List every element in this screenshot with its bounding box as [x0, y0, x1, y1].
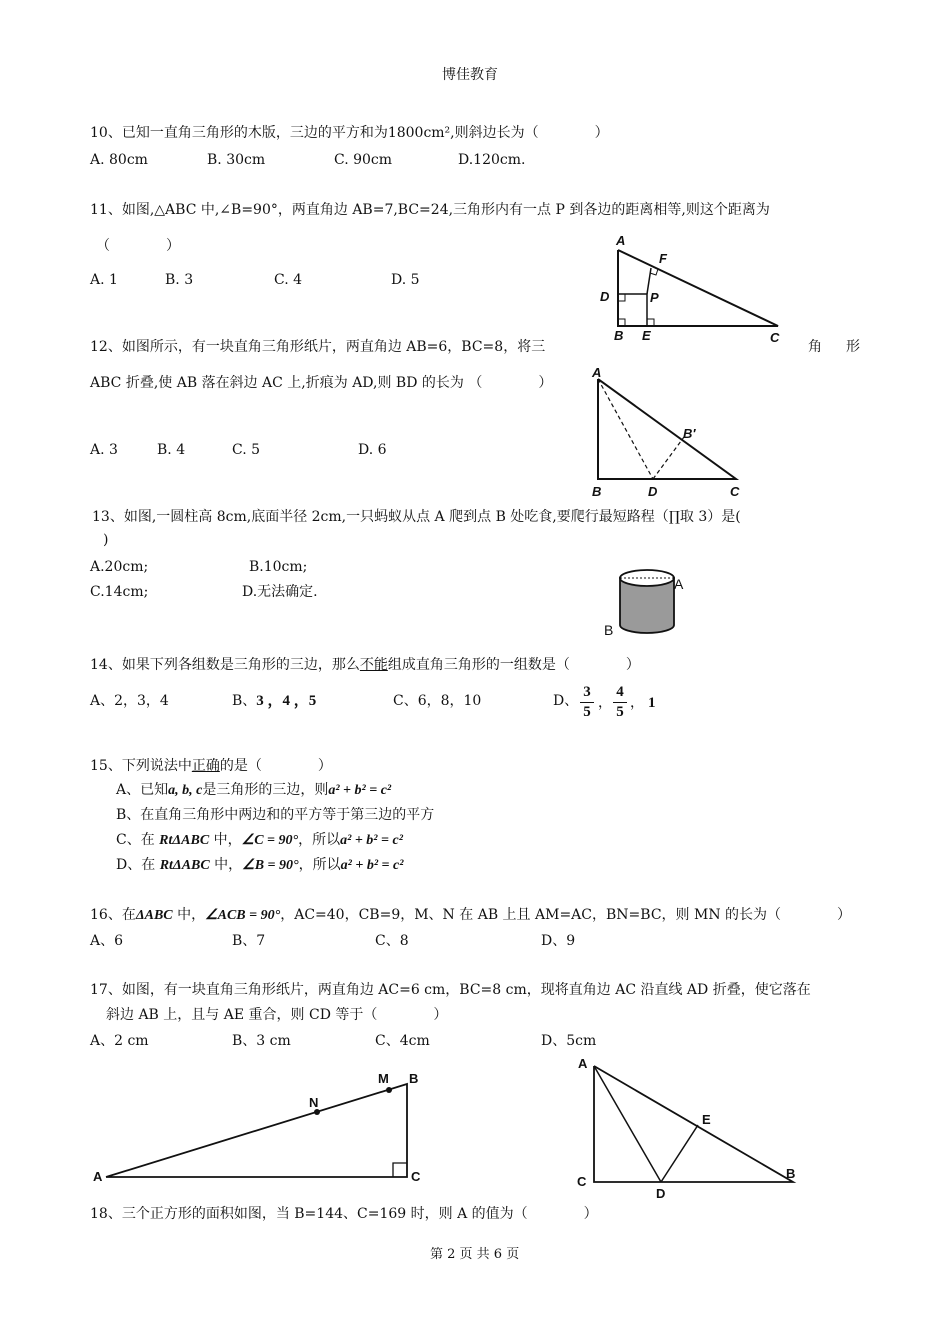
q14-option-d-prefix: D、 — [553, 693, 579, 709]
q17-figure — [572, 1052, 807, 1200]
q11-label-p: P — [650, 290, 659, 305]
q10-option-a: A. 80cm — [90, 152, 148, 168]
q16-option-b: B、7 — [232, 933, 266, 949]
q12-stem-line1: 12、如图所示，有一块直角三角形纸片，两直角边 AB=6，BC=8，将三 — [90, 339, 546, 355]
q18-stem: 18、三个正方形的面积如图，当 B=144、C=169 时，则 A 的值为（ ） — [90, 1206, 598, 1222]
q13-label-a: A — [674, 576, 684, 592]
q14-d-comma-2: ， — [630, 695, 644, 711]
q17-option-a: A、2 cm — [90, 1033, 149, 1049]
q12-label-b: B — [592, 484, 602, 499]
q10-option-b: B. 30cm — [207, 152, 266, 168]
q15-option-d: D、在 RtΔABC 中，∠B = 90°，所以a² + b² = c² — [116, 857, 404, 873]
q11-option-c: C. 4 — [274, 272, 303, 288]
q10-stem: 10、已知一直角三角形的木版，三边的平方和为1800cm²,则斜边长为（ ） — [90, 125, 609, 141]
q12-label-a: A — [592, 365, 602, 380]
q13-stem-line1: 13、如图,一圆柱高 8cm,底面半径 2cm,一只蚂蚁从点 A 爬到点 B 处吃食,要爬行最短路程（∏取 3）是( — [92, 509, 741, 525]
q10-option-c: C. 90cm — [334, 152, 393, 168]
q17-label-c: C — [577, 1174, 587, 1189]
q11-label-c: C — [770, 330, 780, 345]
q12-label-b-prime: B′ — [683, 426, 696, 441]
q14-option-a: A、2，3，4 — [90, 693, 169, 709]
q12-option-d: D. 6 — [358, 442, 387, 458]
q12-option-a: A. 3 — [90, 442, 118, 458]
q14-d-last: 1 — [648, 695, 656, 711]
q11-label-a: A — [616, 233, 626, 248]
q17-option-b: B、3 cm — [232, 1033, 291, 1049]
q14-option-b: B、3 ，4 ，5 — [232, 693, 317, 709]
q10-option-d: D.120cm. — [458, 152, 526, 168]
q11-option-d: D. 5 — [391, 272, 420, 288]
q12-option-c: C. 5 — [232, 442, 261, 458]
q14-d-comma-1: ， — [598, 695, 612, 711]
q11-figure — [590, 230, 790, 345]
q11-label-f: F — [659, 251, 667, 266]
q11-option-a: A. 1 — [90, 272, 118, 288]
q16-label-b: B — [409, 1071, 419, 1086]
q11-label-b: B — [614, 328, 624, 343]
q11-label-d: D — [600, 289, 610, 304]
q11-option-b: B. 3 — [165, 272, 194, 288]
q17-label-e: E — [702, 1112, 711, 1127]
q13-label-b: B — [604, 622, 614, 638]
q12-stem-tail2: 形 — [846, 339, 860, 355]
q13-stem-line2: ) — [103, 532, 109, 548]
q12-figure — [585, 365, 755, 500]
q13-option-c: C.14cm; — [90, 584, 149, 600]
page-footer: 第 2 页 共 6 页 — [430, 1247, 520, 1262]
q17-label-b: B — [786, 1166, 796, 1181]
q17-option-c: C、4cm — [375, 1033, 430, 1049]
q14-stem: 14、如果下列各组数是三角形的三边，那么不能组成直角三角形的一组数是（ ） — [90, 657, 640, 673]
q16-option-d: D、9 — [541, 933, 576, 949]
q13-cylinder-figure — [600, 565, 695, 645]
page-header: 博佳教育 — [442, 67, 498, 83]
q13-option-a: A.20cm; — [90, 559, 149, 575]
q12-label-d: D — [648, 484, 658, 499]
q16-figure — [90, 1065, 440, 1190]
q16-stem: 16、在ΔABC 中，∠ACB = 90°，AC=40，CB=9，M、N 在 AB 上且 AM=AC，BN=BC，则 MN 的长为（ ） — [90, 907, 852, 923]
q16-label-m: M — [378, 1071, 389, 1086]
q16-option-c: C、8 — [375, 933, 409, 949]
q16-label-a: A — [93, 1169, 103, 1184]
q14-d-fraction-1: 3 5 — [580, 685, 594, 720]
q15-option-c: C、在 RtΔABC 中，∠C = 90°，所以a² + b² = c² — [116, 832, 403, 848]
q11-label-e: E — [642, 328, 651, 343]
q13-option-d: D.无法确定. — [242, 584, 318, 600]
q12-stem-tail1: 角 — [808, 339, 822, 355]
q17-stem-line1: 17、如图，有一块直角三角形纸片，两直角边 AC=6 cm，BC=8 cm，现将直角边 AC 沿直线 AD 折叠，使它落在 — [90, 982, 811, 998]
q12-label-c: C — [730, 484, 740, 499]
q11-paren: （ ） — [96, 238, 180, 254]
q12-stem-line2: ABC 折叠,使 AB 落在斜边 AC 上,折痕为 AD,则 BD 的长为 （ ） — [90, 375, 553, 391]
q17-label-a: A — [578, 1056, 588, 1071]
q15-option-a: A、已知a, b, c是三角形的三边，则a² + b² = c² — [116, 782, 392, 798]
q17-stem-line2: 斜边 AB 上，且与 AE 重合，则 CD 等于（ ） — [106, 1007, 448, 1023]
q16-label-n: N — [309, 1095, 319, 1110]
q17-option-d: D、5cm — [541, 1033, 597, 1049]
q14-option-c: C、6，8，10 — [393, 693, 482, 709]
q11-stem: 11、如图,△ABC 中,∠B=90°，两直角边 AB=7,BC=24,三角形内有一点 P 到各边的距离相等,则这个距离为 — [90, 202, 770, 218]
q16-option-a: A、6 — [90, 933, 124, 949]
q12-option-b: B. 4 — [157, 442, 186, 458]
q15-stem: 15、下列说法中正确的是（ ） — [90, 758, 332, 774]
q15-option-b: B、在直角三角形中两边和的平方等于第三边的平方 — [116, 807, 435, 823]
q17-label-d: D — [656, 1186, 666, 1201]
q13-option-b: B.10cm; — [249, 559, 308, 575]
q14-d-fraction-2: 4 5 — [613, 685, 627, 720]
q16-label-c: C — [411, 1169, 421, 1184]
